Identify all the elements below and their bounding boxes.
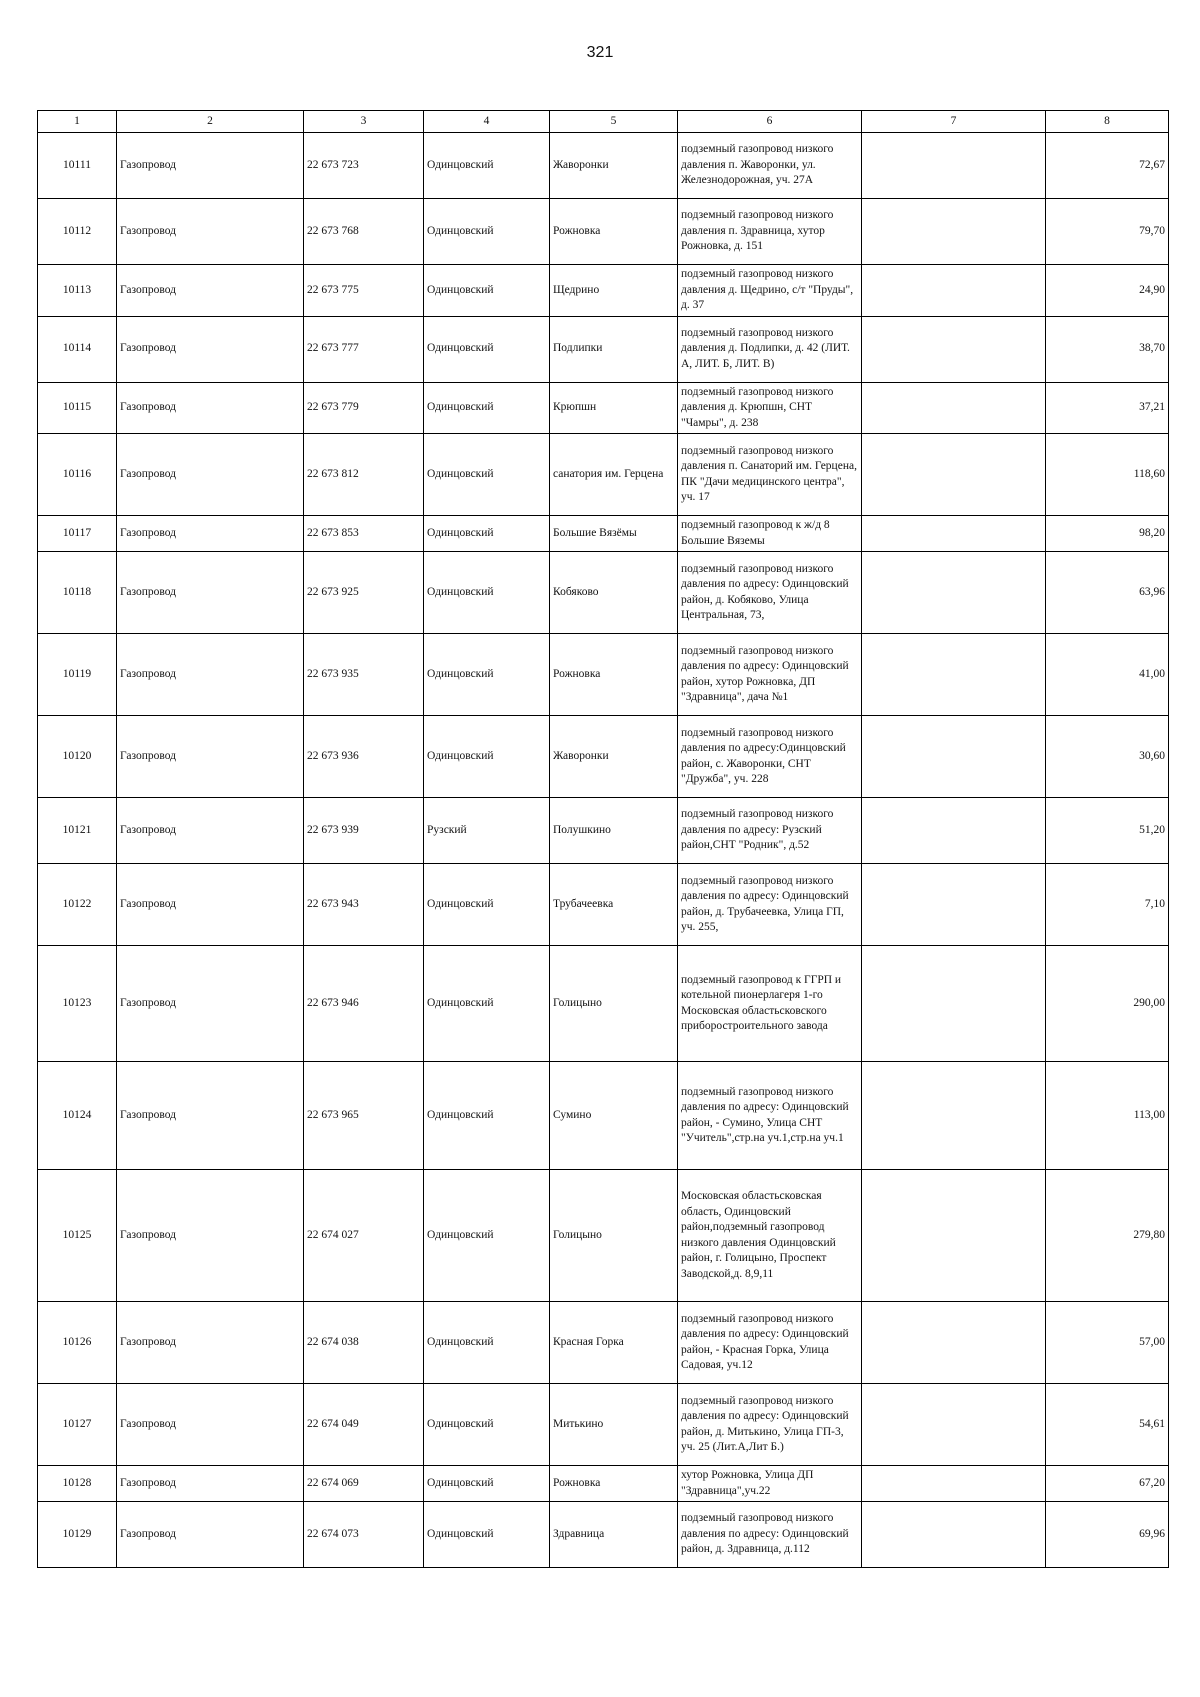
locality-cell: Большие Вязёмы xyxy=(550,516,678,552)
value-cell: 41,00 xyxy=(1046,634,1169,716)
page-number: 321 xyxy=(586,44,614,61)
locality-cell: Рожновка xyxy=(550,199,678,265)
description-cell: подземный газопровод низкого давления по адресу: Одинцовский район, - Красная Горка, Улица Садовая, уч.12 xyxy=(678,1302,862,1384)
object-type-cell: Газопровод xyxy=(117,798,304,864)
column-7-cell xyxy=(862,516,1046,552)
column-7-cell xyxy=(862,434,1046,516)
table-row xyxy=(38,946,1169,1062)
object-type-cell: Газопровод xyxy=(117,199,304,265)
column-7-cell xyxy=(862,1466,1046,1502)
registry-table xyxy=(37,110,1169,1568)
locality-cell: Здравница xyxy=(550,1502,678,1568)
district-cell: Одинцовский xyxy=(424,1302,550,1384)
table-row xyxy=(38,1062,1169,1170)
locality-cell: Полушкино xyxy=(550,798,678,864)
object-code-cell: 22 674 027 xyxy=(304,1170,424,1302)
object-type-cell: Газопровод xyxy=(117,1384,304,1466)
district-cell: Одинцовский xyxy=(424,1466,550,1502)
value-cell: 37,21 xyxy=(1046,382,1169,434)
row-number-cell: 10128 xyxy=(38,1466,117,1502)
column-7-cell xyxy=(862,1302,1046,1384)
object-type-cell: Газопровод xyxy=(117,552,304,634)
object-type-cell: Газопровод xyxy=(117,1062,304,1170)
value-cell: 54,61 xyxy=(1046,1384,1169,1466)
district-cell: Одинцовский xyxy=(424,133,550,199)
object-type-cell: Газопровод xyxy=(117,316,304,382)
object-code-cell: 22 673 723 xyxy=(304,133,424,199)
object-code-cell: 22 673 943 xyxy=(304,864,424,946)
district-cell: Одинцовский xyxy=(424,946,550,1062)
column-7-cell xyxy=(862,864,1046,946)
column-header: 7 xyxy=(862,111,1046,133)
description-cell: подземный газопровод низкого давления д. Крюпшн, СНТ "Чамры", д. 238 xyxy=(678,382,862,434)
table-row xyxy=(38,199,1169,265)
column-7-cell xyxy=(862,1384,1046,1466)
value-cell: 113,00 xyxy=(1046,1062,1169,1170)
district-cell: Одинцовский xyxy=(424,634,550,716)
table-row xyxy=(38,864,1169,946)
object-code-cell: 22 674 073 xyxy=(304,1502,424,1568)
table-row xyxy=(38,1302,1169,1384)
row-number-cell: 10113 xyxy=(38,265,117,317)
value-cell: 38,70 xyxy=(1046,316,1169,382)
locality-cell: Жаворонки xyxy=(550,133,678,199)
description-cell: подземный газопровод низкого давления п. Санаторий им. Герцена, ПК "Дачи медицинского центра", уч. 17 xyxy=(678,434,862,516)
district-cell: Одинцовский xyxy=(424,552,550,634)
row-number-cell: 10120 xyxy=(38,716,117,798)
row-number-cell: 10127 xyxy=(38,1384,117,1466)
locality-cell: санатория им. Герцена xyxy=(550,434,678,516)
district-cell: Одинцовский xyxy=(424,716,550,798)
column-7-cell xyxy=(862,316,1046,382)
row-number-cell: 10116 xyxy=(38,434,117,516)
column-header: 4 xyxy=(424,111,550,133)
column-7-cell xyxy=(862,716,1046,798)
table-row xyxy=(38,716,1169,798)
column-7-cell xyxy=(862,199,1046,265)
column-header: 5 xyxy=(550,111,678,133)
table-row xyxy=(38,552,1169,634)
description-cell: подземный газопровод низкого давления п. Здравница, хутор Рожновка, д. 151 xyxy=(678,199,862,265)
column-7-cell xyxy=(862,133,1046,199)
object-type-cell: Газопровод xyxy=(117,864,304,946)
column-header: 1 xyxy=(38,111,117,133)
description-cell: хутор Рожновка, Улица ДП "Здравница",уч.22 xyxy=(678,1466,862,1502)
value-cell: 118,60 xyxy=(1046,434,1169,516)
column-header: 6 xyxy=(678,111,862,133)
value-cell: 51,20 xyxy=(1046,798,1169,864)
object-type-cell: Газопровод xyxy=(117,434,304,516)
locality-cell: Щедрино xyxy=(550,265,678,317)
column-7-cell xyxy=(862,552,1046,634)
row-number-cell: 10122 xyxy=(38,864,117,946)
district-cell: Одинцовский xyxy=(424,199,550,265)
object-code-cell: 22 673 925 xyxy=(304,552,424,634)
object-code-cell: 22 674 049 xyxy=(304,1384,424,1466)
row-number-cell: 10119 xyxy=(38,634,117,716)
district-cell: Одинцовский xyxy=(424,382,550,434)
row-number-cell: 10121 xyxy=(38,798,117,864)
column-7-cell xyxy=(862,1502,1046,1568)
object-code-cell: 22 673 936 xyxy=(304,716,424,798)
district-cell: Одинцовский xyxy=(424,316,550,382)
object-code-cell: 22 673 768 xyxy=(304,199,424,265)
description-cell: подземный газопровод к ГГРП и котельной пионерлагеря 1-го Московская областьсковского приборостроительного завода xyxy=(678,946,862,1062)
column-7-cell xyxy=(862,1062,1046,1170)
value-cell: 7,10 xyxy=(1046,864,1169,946)
object-type-cell: Газопровод xyxy=(117,946,304,1062)
object-code-cell: 22 673 853 xyxy=(304,516,424,552)
description-cell: подземный газопровод низкого давления по адресу: Одинцовский район, - Сумино, Улица СНТ "Учитель",стр.на уч.1,стр.на уч.1 xyxy=(678,1062,862,1170)
row-number-cell: 10114 xyxy=(38,316,117,382)
value-cell: 79,70 xyxy=(1046,199,1169,265)
table-row xyxy=(38,1384,1169,1466)
row-number-cell: 10118 xyxy=(38,552,117,634)
description-cell: подземный газопровод низкого давления по адресу: Одинцовский район, д. Митькино, Улица ГП-3, уч. 25 (Лит.А,Лит Б.) xyxy=(678,1384,862,1466)
value-cell: 290,00 xyxy=(1046,946,1169,1062)
value-cell: 98,20 xyxy=(1046,516,1169,552)
object-code-cell: 22 673 965 xyxy=(304,1062,424,1170)
value-cell: 72,67 xyxy=(1046,133,1169,199)
row-number-cell: 10125 xyxy=(38,1170,117,1302)
district-cell: Одинцовский xyxy=(424,864,550,946)
object-type-cell: Газопровод xyxy=(117,634,304,716)
description-cell: подземный газопровод низкого давления д. Щедрино, с/т "Пруды", д. 37 xyxy=(678,265,862,317)
locality-cell: Подлипки xyxy=(550,316,678,382)
locality-cell: Голицыно xyxy=(550,1170,678,1302)
district-cell: Одинцовский xyxy=(424,1062,550,1170)
district-cell: Одинцовский xyxy=(424,265,550,317)
description-cell: подземный газопровод низкого давления по адресу: Одинцовский район, д. Здравница, д.112 xyxy=(678,1502,862,1568)
table-row xyxy=(38,798,1169,864)
locality-cell: Митькино xyxy=(550,1384,678,1466)
row-number-cell: 10123 xyxy=(38,946,117,1062)
row-number-cell: 10124 xyxy=(38,1062,117,1170)
district-cell: Одинцовский xyxy=(424,1170,550,1302)
row-number-cell: 10112 xyxy=(38,199,117,265)
table-row xyxy=(38,382,1169,434)
row-number-cell: 10111 xyxy=(38,133,117,199)
object-type-cell: Газопровод xyxy=(117,516,304,552)
value-cell: 63,96 xyxy=(1046,552,1169,634)
column-7-cell xyxy=(862,946,1046,1062)
column-7-cell xyxy=(862,1170,1046,1302)
object-code-cell: 22 674 038 xyxy=(304,1302,424,1384)
object-code-cell: 22 674 069 xyxy=(304,1466,424,1502)
locality-cell: Крюпшн xyxy=(550,382,678,434)
object-type-cell: Газопровод xyxy=(117,133,304,199)
column-header: 2 xyxy=(117,111,304,133)
locality-cell: Красная Горка xyxy=(550,1302,678,1384)
object-code-cell: 22 673 946 xyxy=(304,946,424,1062)
description-cell: подземный газопровод низкого давления по адресу: Одинцовский район, д. Трубачеевка, Улица ГП, уч. 255, xyxy=(678,864,862,946)
value-cell: 30,60 xyxy=(1046,716,1169,798)
object-code-cell: 22 673 777 xyxy=(304,316,424,382)
locality-cell: Кобяково xyxy=(550,552,678,634)
table-row xyxy=(38,1170,1169,1302)
table-row xyxy=(38,434,1169,516)
description-cell: подземный газопровод низкого давления по адресу:Одинцовский район, с. Жаворонки, СНТ "Дружба", уч. 228 xyxy=(678,716,862,798)
object-code-cell: 22 673 775 xyxy=(304,265,424,317)
table-row xyxy=(38,516,1169,552)
value-cell: 57,00 xyxy=(1046,1302,1169,1384)
column-7-cell xyxy=(862,382,1046,434)
locality-cell: Рожновка xyxy=(550,1466,678,1502)
object-type-cell: Газопровод xyxy=(117,382,304,434)
locality-cell: Голицыно xyxy=(550,946,678,1062)
row-number-cell: 10115 xyxy=(38,382,117,434)
object-type-cell: Газопровод xyxy=(117,1302,304,1384)
locality-cell: Трубачеевка xyxy=(550,864,678,946)
value-cell: 69,96 xyxy=(1046,1502,1169,1568)
object-code-cell: 22 673 939 xyxy=(304,798,424,864)
column-7-cell xyxy=(862,634,1046,716)
description-cell: подземный газопровод низкого давления по адресу: Одинцовский район, д. Кобяково, Улица Центральная, 73, xyxy=(678,552,862,634)
object-type-cell: Газопровод xyxy=(117,1170,304,1302)
object-code-cell: 22 673 812 xyxy=(304,434,424,516)
object-type-cell: Газопровод xyxy=(117,265,304,317)
table-row xyxy=(38,1466,1169,1502)
district-cell: Одинцовский xyxy=(424,1502,550,1568)
description-cell: подземный газопровод низкого давления по адресу: Одинцовский район, хутор Рожновка, ДП "Здравница", дача №1 xyxy=(678,634,862,716)
description-cell: подземный газопровод низкого давления по адресу: Рузский район,СНТ "Родник", д.52 xyxy=(678,798,862,864)
locality-cell: Жаворонки xyxy=(550,716,678,798)
table-row xyxy=(38,316,1169,382)
column-header: 3 xyxy=(304,111,424,133)
district-cell: Одинцовский xyxy=(424,434,550,516)
table-row xyxy=(38,1502,1169,1568)
column-header: 8 xyxy=(1046,111,1169,133)
table-row xyxy=(38,133,1169,199)
header-row xyxy=(38,111,1169,133)
row-number-cell: 10129 xyxy=(38,1502,117,1568)
row-number-cell: 10126 xyxy=(38,1302,117,1384)
column-7-cell xyxy=(862,798,1046,864)
table-row xyxy=(38,265,1169,317)
row-number-cell: 10117 xyxy=(38,516,117,552)
object-code-cell: 22 673 935 xyxy=(304,634,424,716)
object-type-cell: Газопровод xyxy=(117,1466,304,1502)
table-body xyxy=(38,133,1169,1568)
table-row xyxy=(38,634,1169,716)
description-cell: подземный газопровод низкого давления п. Жаворонки, ул. Железнодорожная, уч. 27А xyxy=(678,133,862,199)
value-cell: 279,80 xyxy=(1046,1170,1169,1302)
locality-cell: Рожновка xyxy=(550,634,678,716)
description-cell: подземный газопровод низкого давления д. Подлипки, д. 42 (ЛИТ. А, ЛИТ. Б, ЛИТ. В) xyxy=(678,316,862,382)
value-cell: 24,90 xyxy=(1046,265,1169,317)
district-cell: Рузский xyxy=(424,798,550,864)
locality-cell: Сумино xyxy=(550,1062,678,1170)
description-cell: Московская областьсковская область, Одинцовский район,подземный газопровод низкого давления Одинцовский район, г. Голицыно, Проспект Заводской,д. 8,9,11 xyxy=(678,1170,862,1302)
column-7-cell xyxy=(862,265,1046,317)
value-cell: 67,20 xyxy=(1046,1466,1169,1502)
object-type-cell: Газопровод xyxy=(117,1502,304,1568)
description-cell: подземный газопровод к ж/д 8 Большие Вяземы xyxy=(678,516,862,552)
district-cell: Одинцовский xyxy=(424,516,550,552)
object-code-cell: 22 673 779 xyxy=(304,382,424,434)
object-type-cell: Газопровод xyxy=(117,716,304,798)
district-cell: Одинцовский xyxy=(424,1384,550,1466)
